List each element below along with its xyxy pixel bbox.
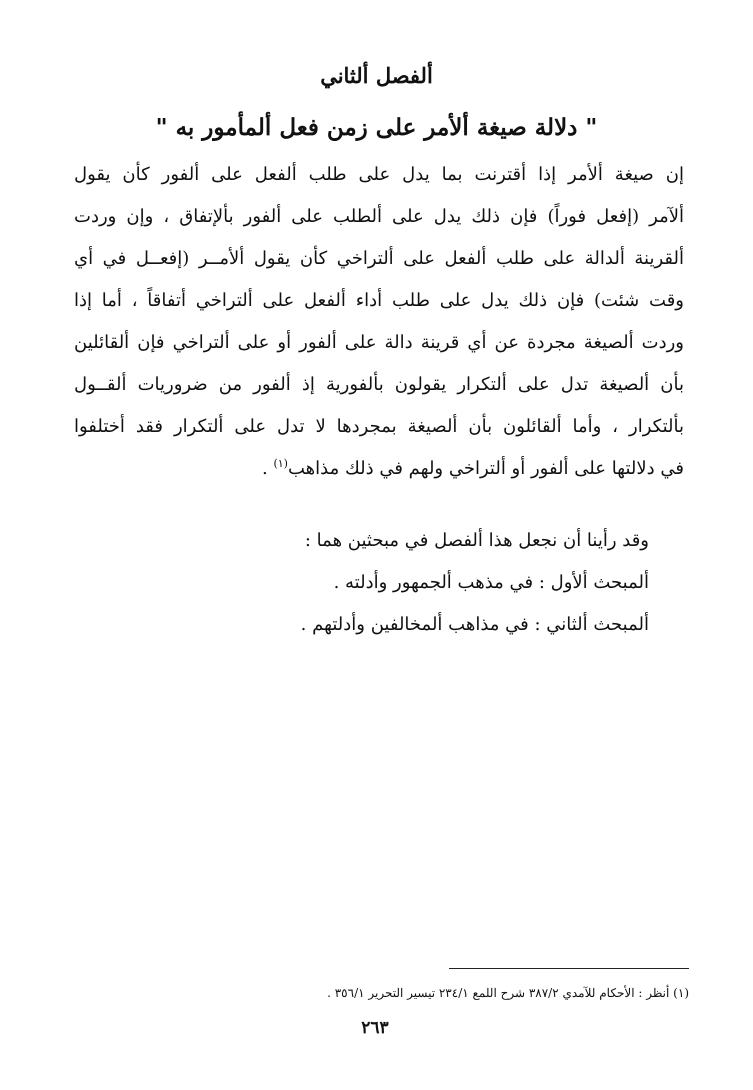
body-last-line-end: .: [262, 458, 274, 479]
body-line: وردت ألصيغة مجردة عن أي قرينة دالة على ألفور أو على ألتراخي فإن ألقائلين: [74, 332, 684, 353]
body-line: بأن ألصيغة تدل على ألتكرار يقولون بألفورية إذ ألفور من ضروريات ألقــول: [74, 374, 684, 395]
body-line: وقت شئت) فإن ذلك يدل على طلب أداء ألفعل على ألتراخي أتفاقاً ، أما إذا: [74, 290, 684, 311]
body-line: إن صيغة ألأمر إذا أقترنت بما يدل على طلب ألفعل على ألفور كأن يقول: [74, 164, 684, 185]
body-last-line-text: في دلالتها على ألفور أو ألتراخي ولهم في ذلك مذاهب: [287, 458, 684, 479]
body-paragraph: [74, 154, 684, 490]
footnote-divider: [449, 968, 689, 969]
body-line-last: [74, 448, 684, 490]
section-heading: " دلالة صيغة ألأمر على زمن فعل ألمأمور به ": [155, 114, 598, 141]
chapter-title: ألفصل ألثاني: [320, 63, 433, 88]
chapter-plan-list: [129, 520, 649, 646]
body-line: ألآمر (إفعل فوراً) فإن ذلك يدل على ألطلب على ألفور بألإتفاق ، وإن وردت: [74, 206, 684, 227]
plan-intro: وقد رأينا أن نجعل هذا ألفصل في مبحثين هما :: [304, 530, 649, 551]
plan-item-first-section: ألمبحث ألأول : في مذهب ألجمهور وأدلته .: [333, 572, 649, 593]
body-line: ألقرينة ألدالة على طلب ألفعل على ألتراخي كأن يقول ألأمــر (إفعــل في أي: [74, 248, 684, 269]
footnote: (١) أنظر : الأحكام للآمدي ٣٨٧/٢ شرح اللمع ٢٣٤/١ تيسير التحرير ٣٥٦/١ .: [327, 986, 689, 1000]
page-number: ٢٦٣: [361, 1018, 389, 1038]
body-line: بألتكرار ، وأما ألقائلون بأن ألصيغة بمجردها لا تدل على ألتكرار فقد أختلفوا: [74, 416, 684, 437]
footnote-reference[interactable]: (١): [273, 457, 288, 470]
plan-item-second-section: ألمبحث ألثاني : في مذاهب ألمخالفين وأدلتهم .: [300, 614, 649, 635]
